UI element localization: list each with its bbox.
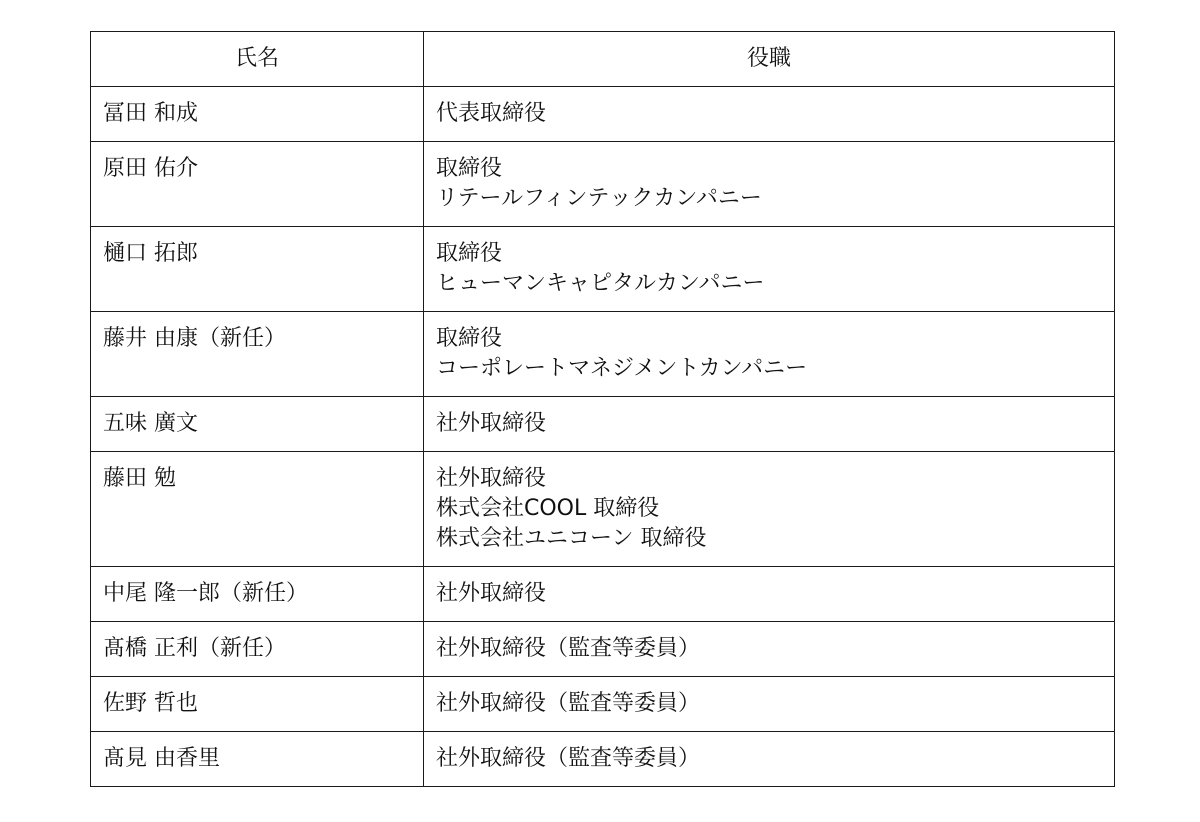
role-line: 取締役 xyxy=(436,326,503,351)
officer-role-cell xyxy=(424,452,1115,567)
header-name: 氏名 xyxy=(91,32,424,87)
officer-role-cell xyxy=(424,677,1115,732)
officer-name-cell: 樋口 拓郎 xyxy=(91,227,424,312)
table-row xyxy=(91,452,1115,567)
role-line: 株式会社ユニコーン 取締役 xyxy=(436,526,707,551)
table-row xyxy=(91,142,1115,227)
officer-role-cell xyxy=(424,142,1115,227)
officer-name-cell: 藤井 由康（新任） xyxy=(91,312,424,397)
header-role: 役職 xyxy=(424,32,1115,87)
role-line: コーポレートマネジメントカンパニー xyxy=(436,356,808,381)
officer-name-cell: 佐野 哲也 xyxy=(91,677,424,732)
role-line: 社外取締役（監査等委員） xyxy=(436,636,701,661)
table-row xyxy=(91,227,1115,312)
role-line: 社外取締役 xyxy=(436,581,547,606)
table-row xyxy=(91,397,1115,452)
role-line: 社外取締役（監査等委員） xyxy=(436,691,701,716)
officer-role-cell xyxy=(424,567,1115,622)
officer-role-cell xyxy=(424,622,1115,677)
officer-table xyxy=(90,31,1115,787)
role-line: 取締役 xyxy=(436,241,503,266)
table-body xyxy=(91,87,1115,787)
officer-name-cell: 髙見 由香里 xyxy=(91,732,424,787)
role-line: 社外取締役 xyxy=(436,411,547,436)
officer-role-cell xyxy=(424,312,1115,397)
officer-role-cell xyxy=(424,397,1115,452)
table-row xyxy=(91,567,1115,622)
table-row xyxy=(91,732,1115,787)
officer-name-cell: 原田 佑介 xyxy=(91,142,424,227)
role-line: 社外取締役（監査等委員） xyxy=(436,746,701,771)
officer-name-cell: 中尾 隆一郎（新任） xyxy=(91,567,424,622)
table-row xyxy=(91,312,1115,397)
officer-name-cell: 冨田 和成 xyxy=(91,87,424,142)
table-row xyxy=(91,622,1115,677)
table-header-row xyxy=(91,32,1115,87)
role-line: 株式会社COOL 取締役 xyxy=(436,496,660,521)
role-line: 代表取締役 xyxy=(436,101,547,126)
role-line: ヒューマンキャピタルカンパニー xyxy=(436,271,765,296)
officer-role-cell xyxy=(424,87,1115,142)
role-line: 取締役 xyxy=(436,156,503,181)
officer-role-cell xyxy=(424,732,1115,787)
officer-role-cell xyxy=(424,227,1115,312)
table-row xyxy=(91,677,1115,732)
officer-name-cell: 五味 廣文 xyxy=(91,397,424,452)
table-row xyxy=(91,87,1115,142)
role-line: リテールフィンテックカンパニー xyxy=(436,186,762,211)
officer-name-cell: 髙橋 正利（新任） xyxy=(91,622,424,677)
role-line: 社外取締役 xyxy=(436,466,547,491)
officer-name-cell: 藤田 勉 xyxy=(91,452,424,567)
